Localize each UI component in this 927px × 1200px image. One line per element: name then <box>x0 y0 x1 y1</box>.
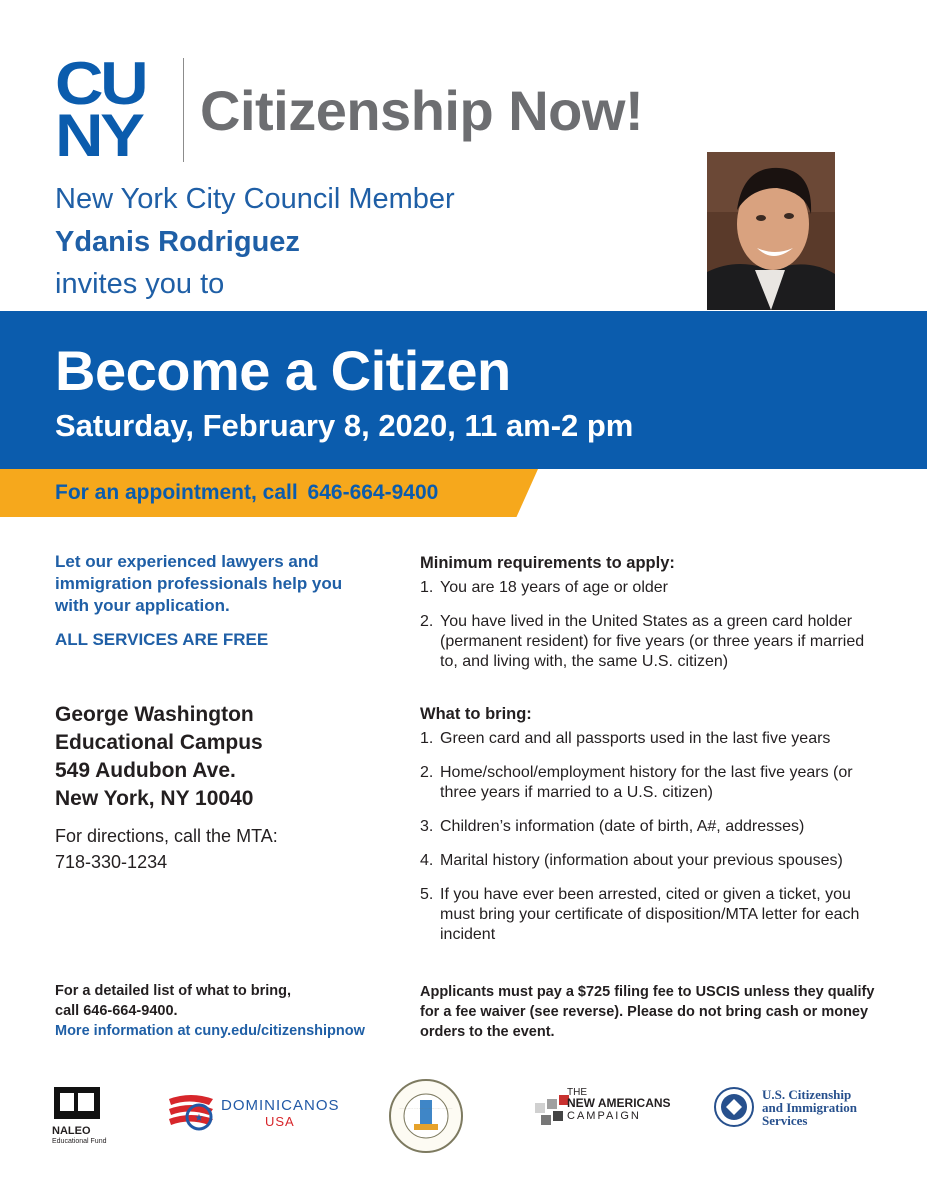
address-line: New York, NY 10040 <box>55 787 254 810</box>
list-item <box>420 851 880 871</box>
list-text: Marital history (information about your previous spouses) <box>440 852 843 869</box>
member-name: Ydanis Rodriguez <box>55 226 300 258</box>
dominicanos-flag-icon <box>165 1089 217 1141</box>
services-intro: Let our experienced lawyers and immigration professionals help you with your application. <box>55 552 343 615</box>
directions-label: For directions, call the MTA: <box>55 826 278 846</box>
event-title: Become a Citizen <box>55 339 511 402</box>
event-date: Saturday, February 8, 2020, 11 am-2 pm <box>55 408 634 443</box>
event-address <box>55 701 263 813</box>
list-text: Home/school/employment history for the last five years (or three years if married to a U.S. citizen) <box>440 764 853 801</box>
nac-line1: NEW AMERICANS <box>567 1096 671 1110</box>
list-text: You are 18 years of age or older <box>440 579 669 596</box>
list-number: 4. <box>420 852 434 869</box>
free-services-note: ALL SERVICES ARE FREE <box>55 630 269 649</box>
appointment-label: For an appointment, call <box>55 481 298 504</box>
cuny-logo-top: CU <box>55 50 146 117</box>
bring-list <box>420 729 880 945</box>
list-number: 1. <box>420 730 434 747</box>
dominicanos-name: DOMINICANOS <box>221 1097 340 1114</box>
uscis-line2: and Immigration <box>762 1100 857 1115</box>
cuny-logo <box>55 50 167 169</box>
naleo-logo <box>52 1085 112 1145</box>
nac-the: THE <box>567 1087 587 1098</box>
directions <box>55 823 278 875</box>
naleo-sub: Educational Fund <box>52 1138 107 1145</box>
list-text: Green card and all passports used in the last five years <box>440 730 831 747</box>
uscis-line3: Services <box>762 1113 808 1128</box>
dhs-seal-icon <box>714 1087 754 1127</box>
list-item <box>420 885 880 945</box>
nac-line2: CAMPAIGN <box>567 1110 641 1122</box>
directions-phone: 718-330-1234 <box>55 852 168 872</box>
school-seal-text: HIGH SCHOOL FOR HEALTH CAREERS AND SCIENCES <box>399 1108 453 1110</box>
new-americans-campaign-logo <box>533 1085 683 1145</box>
requirements-list <box>420 578 880 672</box>
list-text: Children’s information (date of birth, A#, addresses) <box>440 818 805 835</box>
bring-section <box>420 704 880 945</box>
council-member-line: New York City Council Member <box>55 183 455 215</box>
detail-line: call 646-664-9400. <box>55 1003 178 1019</box>
list-item <box>420 817 880 837</box>
list-number: 2. <box>420 764 434 781</box>
address-line: George Washington <box>55 703 254 726</box>
header-divider <box>183 58 184 162</box>
list-number: 1. <box>420 579 434 596</box>
svg-text:★: ★ <box>194 1113 204 1124</box>
detail-line: For a detailed list of what to bring, <box>55 983 292 999</box>
list-text: If you have ever been arrested, cited or given a ticket, you must bring your certificate of disposition/MTA letter for each incident <box>440 886 860 943</box>
cuny-logo-bottom: NY <box>55 102 142 169</box>
requirements-heading: Minimum requirements to apply: <box>420 554 675 572</box>
fee-note: Applicants must pay a $725 filing fee to USCIS unless they qualify for a fee waiver (see reverse). Please do not bring cash or money orders to the event. <box>420 984 875 1040</box>
appointment-text <box>55 481 438 505</box>
dominicanos-usa-logo <box>165 1085 340 1145</box>
requirements-section <box>420 553 880 672</box>
dominicanos-sub: USA <box>265 1114 295 1129</box>
council-member-photo <box>707 152 835 310</box>
list-item <box>420 578 880 598</box>
more-info-link[interactable]: More information at cuny.edu/citizenshipnow <box>55 1023 365 1039</box>
naleo-mark-icon <box>52 1085 102 1121</box>
list-item <box>420 729 880 749</box>
appointment-phone: 646-664-9400 <box>307 481 439 504</box>
list-number: 5. <box>420 886 434 903</box>
detail-note <box>55 981 395 1041</box>
bring-heading: What to bring: <box>420 705 532 723</box>
uscis-line1: U.S. Citizenship <box>762 1087 852 1102</box>
address-line: Educational Campus <box>55 731 263 754</box>
list-number: 3. <box>420 818 434 835</box>
school-seal-logo <box>388 1078 464 1154</box>
list-text: You have lived in the United States as a green card holder (permanent resident) for five years (or three years if married to, and living with, the same U.S. citizen) <box>440 613 865 670</box>
invite-line: invites you to <box>55 268 225 300</box>
naleo-name: NALEO <box>52 1125 91 1137</box>
address-line: 549 Audubon Ave. <box>55 759 236 782</box>
page-title: Citizenship Now! <box>200 79 644 142</box>
list-item <box>420 763 880 803</box>
uscis-logo <box>714 1085 874 1145</box>
list-number: 2. <box>420 613 434 630</box>
list-item <box>420 612 880 672</box>
